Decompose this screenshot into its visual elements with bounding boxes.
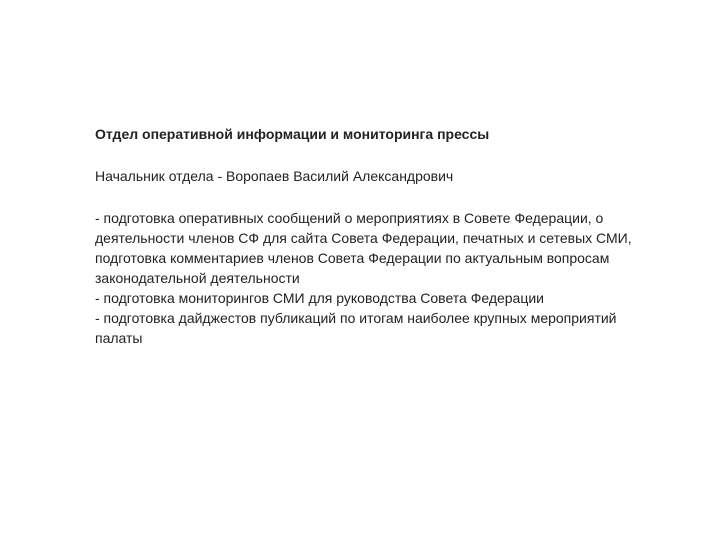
- content-block: [95, 124, 655, 348]
- department-head: Начальник отдела - Воропаев Василий Александрович: [95, 168, 454, 184]
- duty-item: - подготовка мониторингов СМИ для руководства Совета Федерации: [95, 290, 545, 306]
- duty-item: - подготовка дайджестов публикаций по итогам наиболее крупных мероприятий палаты: [95, 310, 617, 346]
- duty-item: - подготовка оперативных сообщений о мероприятиях в Совете Федерации, о деятельности членов СФ для сайта Совета Федерации, печатных и сетевых СМИ, подготовка комментариев членов Совета Федерации по актуальным вопросам законодательной деятельности: [95, 210, 632, 286]
- duties-list: [95, 208, 655, 348]
- department-title: Отдел оперативной информации и мониторинга прессы: [95, 126, 490, 142]
